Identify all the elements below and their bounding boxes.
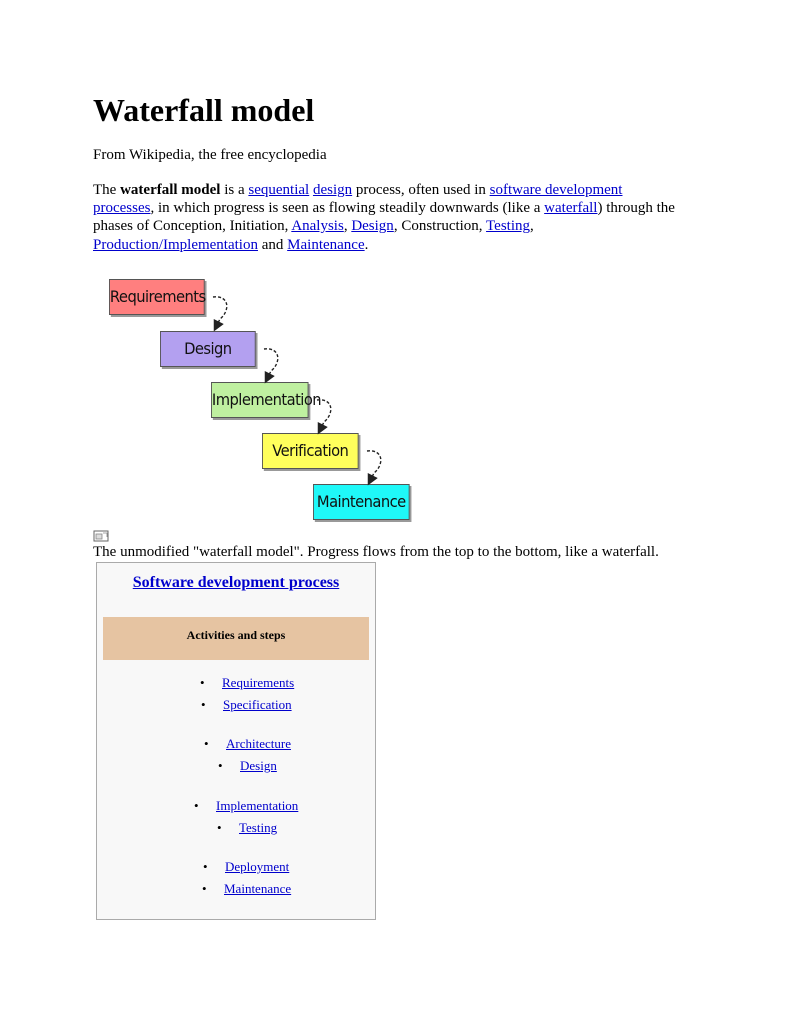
intro-text: is a <box>220 182 249 198</box>
bullet-icon: • <box>194 798 199 813</box>
nav-item-architecture <box>204 736 291 752</box>
intro-text: , Construction, <box>393 218 487 235</box>
bullet-icon: • <box>200 675 205 690</box>
enlarge-icon[interactable] <box>93 530 109 542</box>
page-title: Waterfall model <box>93 92 315 128</box>
link-waterfall[interactable]: waterfall <box>544 200 598 217</box>
link-software-development[interactable]: software development <box>489 182 623 198</box>
intro-text: , <box>530 218 534 235</box>
bullet-icon: • <box>201 697 206 712</box>
bold-term: waterfall model <box>120 182 221 198</box>
link-deployment[interactable]: Deployment <box>225 859 290 874</box>
link-testing-step[interactable]: Testing <box>239 820 278 835</box>
link-implementation[interactable]: Implementation <box>216 798 299 813</box>
link-testing[interactable]: Testing <box>486 218 530 235</box>
nav-item-specification <box>201 697 292 713</box>
nav-item-testing <box>217 820 278 836</box>
bullet-icon: • <box>202 881 207 896</box>
bullet-icon: • <box>217 820 222 835</box>
link-specification[interactable]: Specification <box>223 697 292 712</box>
intro-text: process, often used in <box>352 182 490 198</box>
site-subtitle: From Wikipedia, the free encyclopedia <box>93 147 327 163</box>
nav-item-implementation <box>194 798 299 814</box>
link-design-phase[interactable]: Design <box>351 218 394 235</box>
stage-verification: Verification <box>262 433 359 469</box>
stage-implementation: Implementation <box>211 382 309 418</box>
link-maintenance-step[interactable]: Maintenance <box>224 881 292 896</box>
intro-text: , in which progress is seen as flowing steadily downwards (like a <box>150 200 545 217</box>
waterfall-diagram[interactable] <box>105 275 425 525</box>
nav-item-design <box>218 758 277 774</box>
nav-item-deployment <box>203 859 290 875</box>
bullet-icon: • <box>203 859 208 874</box>
link-design[interactable]: design <box>312 182 353 198</box>
bullet-icon: • <box>204 736 209 751</box>
intro-text: ) through the <box>597 200 675 217</box>
link-analysis[interactable]: Analysis <box>291 218 344 235</box>
link-processes[interactable]: processes <box>93 200 151 217</box>
arrow-icon <box>317 400 331 432</box>
intro-text: and <box>257 236 288 253</box>
stage-design: Design <box>160 331 256 367</box>
navbox <box>96 562 376 920</box>
arrow-icon <box>367 451 381 483</box>
link-production-implementation[interactable]: Production/Implementation <box>93 236 258 253</box>
intro-text: The <box>93 182 121 198</box>
intro-text: phases of Conception, Initiation, <box>93 218 292 235</box>
intro-text: . <box>364 236 369 253</box>
intro-text: , <box>343 218 352 235</box>
arrow-icon <box>213 297 227 329</box>
nav-item-requirements <box>200 675 295 691</box>
bullet-icon: • <box>218 758 223 773</box>
nav-item-maintenance <box>202 881 292 897</box>
intro-paragraph <box>93 181 713 254</box>
link-design-step[interactable]: Design <box>240 758 277 773</box>
stage-maintenance: Maintenance <box>313 484 410 520</box>
navbox-title-link[interactable]: Software development process <box>132 574 340 591</box>
link-sequential[interactable]: sequential <box>248 182 310 198</box>
link-architecture[interactable]: Architecture <box>226 736 291 751</box>
figure-caption: The unmodified "waterfall model". Progress flows from the top to the bottom, like a waterfall. <box>93 544 659 560</box>
stage-requirements: Requirements <box>109 279 205 315</box>
link-requirements[interactable]: Requirements <box>222 675 295 690</box>
flow-arrows <box>105 275 425 525</box>
arrow-icon <box>264 349 278 381</box>
link-maintenance[interactable]: Maintenance <box>287 236 365 253</box>
navbox-header: Activities and steps <box>103 617 369 660</box>
